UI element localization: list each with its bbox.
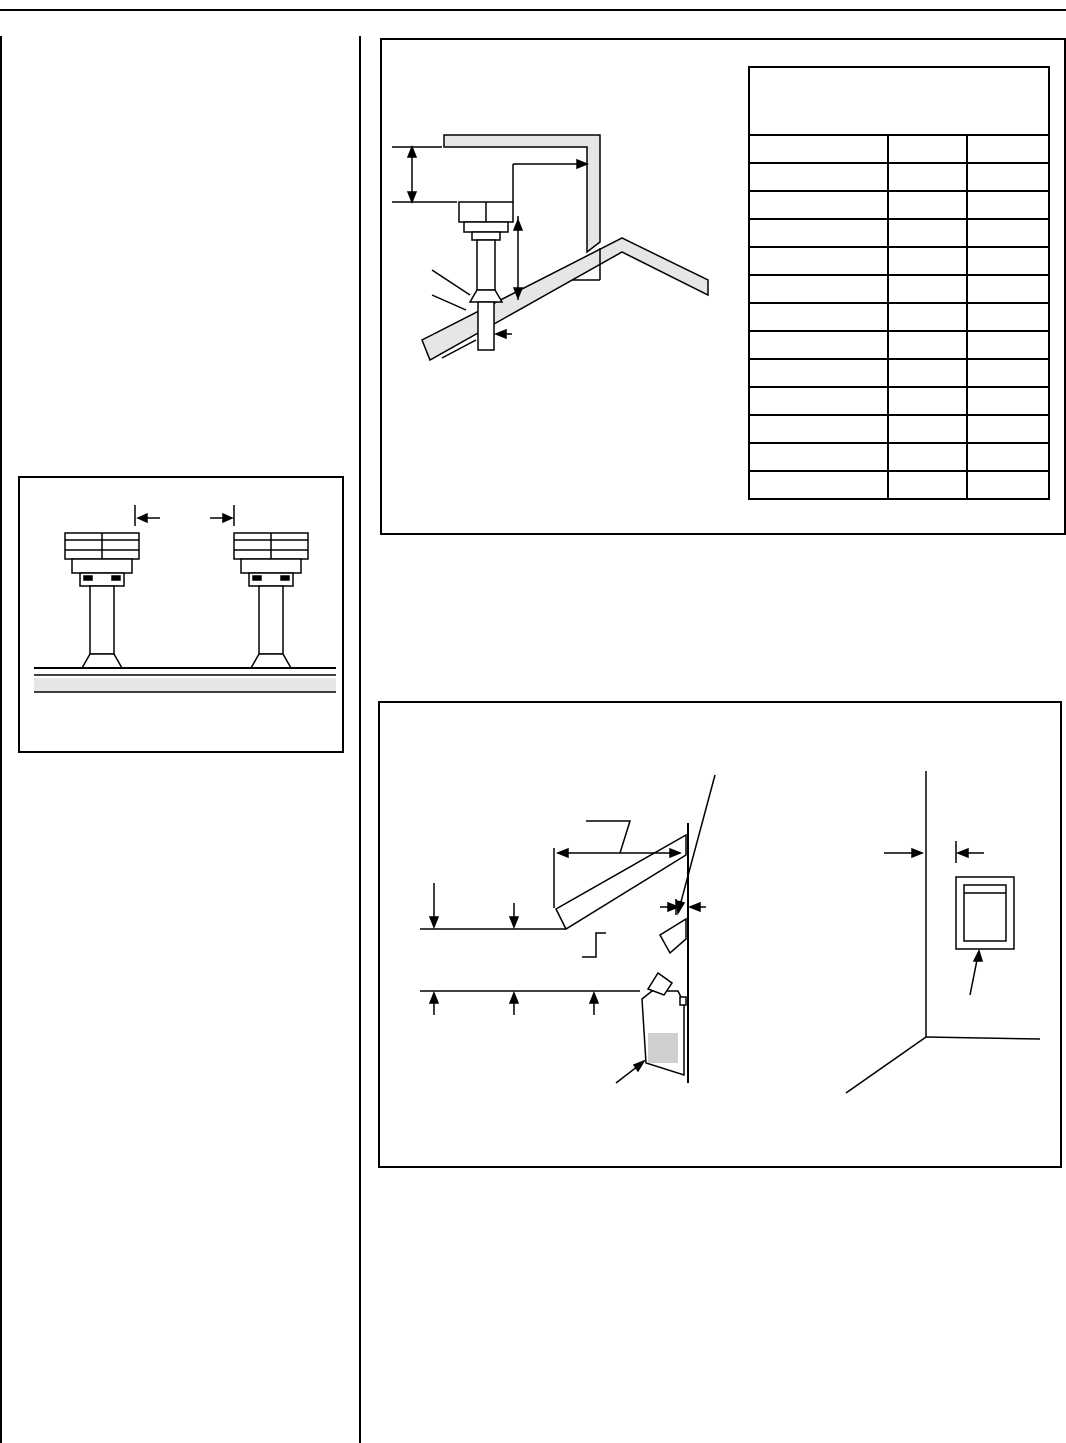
table-cell [749, 359, 888, 387]
arrow-head [408, 147, 416, 157]
table-cell [749, 275, 888, 303]
table-cell [967, 163, 1049, 191]
wall-appliance [642, 973, 686, 1075]
table-cell [749, 471, 888, 499]
leader-line [586, 821, 630, 853]
termination-cap-right [234, 533, 308, 668]
table-cell [749, 331, 888, 359]
roof-clearance-figure [380, 38, 1066, 535]
column-divider [359, 36, 361, 1443]
arrow-head [223, 514, 232, 522]
arrow-head [138, 514, 147, 522]
arrow-head [430, 917, 438, 927]
header-rule [0, 9, 1066, 11]
table-cell [967, 359, 1049, 387]
table-cell [888, 331, 967, 359]
arrow-head [510, 917, 518, 927]
table-cell [967, 191, 1049, 219]
table-row [749, 163, 1049, 191]
termination-spacing-figure [18, 476, 344, 753]
table-row [749, 219, 1049, 247]
table-cell [888, 191, 967, 219]
table-cell [749, 443, 888, 471]
clearance-table [748, 66, 1050, 500]
termination-cap-left [65, 533, 139, 668]
arrow-head [558, 849, 568, 857]
arrow-head [634, 1061, 644, 1071]
roof-deck [34, 678, 336, 692]
table-row [749, 275, 1049, 303]
table-row [749, 415, 1049, 443]
leader-line [432, 295, 466, 310]
table-row [749, 191, 1049, 219]
table-cell [888, 443, 967, 471]
table-cell [749, 247, 888, 275]
table-row [749, 471, 1049, 499]
table-cell [967, 443, 1049, 471]
table-cell [967, 247, 1049, 275]
table-cell [888, 471, 967, 499]
table-cell [749, 415, 888, 443]
arrow-head [590, 993, 598, 1003]
table-cell [749, 387, 888, 415]
arrow-head [690, 903, 700, 911]
table-header-cell [967, 135, 1049, 163]
table-row [749, 331, 1049, 359]
table-cell [888, 359, 967, 387]
table-cell [888, 415, 967, 443]
table-cell [888, 387, 967, 415]
arrow-head [408, 192, 416, 202]
appliance-grille [648, 1033, 678, 1063]
wall-clearance-figure [378, 701, 1062, 1168]
table-cell [967, 303, 1049, 331]
arrow-head [496, 330, 506, 338]
floor-line [926, 1037, 1040, 1039]
table-cell [967, 471, 1049, 499]
arrow-head [514, 220, 522, 230]
table-cell [749, 163, 888, 191]
table-header-cell [749, 135, 888, 163]
table-row [749, 247, 1049, 275]
table-cell [888, 163, 967, 191]
wall-clearance-drawing [380, 703, 1064, 1170]
table-header-cell [888, 135, 967, 163]
table-cell [967, 275, 1049, 303]
opening [660, 919, 686, 953]
arrow-head [430, 993, 438, 1003]
table-cell [888, 275, 967, 303]
floor-line [846, 1037, 926, 1093]
arrow-head [510, 993, 518, 1003]
table-cell [888, 219, 967, 247]
leader-line [432, 270, 470, 295]
termination-spacing-drawing [20, 478, 346, 755]
arrow-head [577, 160, 587, 168]
table-row [749, 443, 1049, 471]
table-cell [888, 303, 967, 331]
table-cell [749, 219, 888, 247]
table-row [749, 387, 1049, 415]
table-cell [888, 247, 967, 275]
table-title [749, 67, 1049, 135]
table-cell [749, 191, 888, 219]
arrow-head [974, 951, 982, 961]
adjacent-wall [444, 135, 600, 252]
table-cell [967, 387, 1049, 415]
table-cell [749, 303, 888, 331]
table-row [749, 303, 1049, 331]
table-cell [967, 331, 1049, 359]
table-cell [967, 219, 1049, 247]
wall-register [956, 877, 1014, 949]
arrow-head [958, 849, 968, 857]
table-row [749, 359, 1049, 387]
arrow-head [912, 849, 922, 857]
left-margin-rule [0, 36, 2, 1443]
sloped-roof [422, 238, 708, 360]
table-cell [967, 415, 1049, 443]
